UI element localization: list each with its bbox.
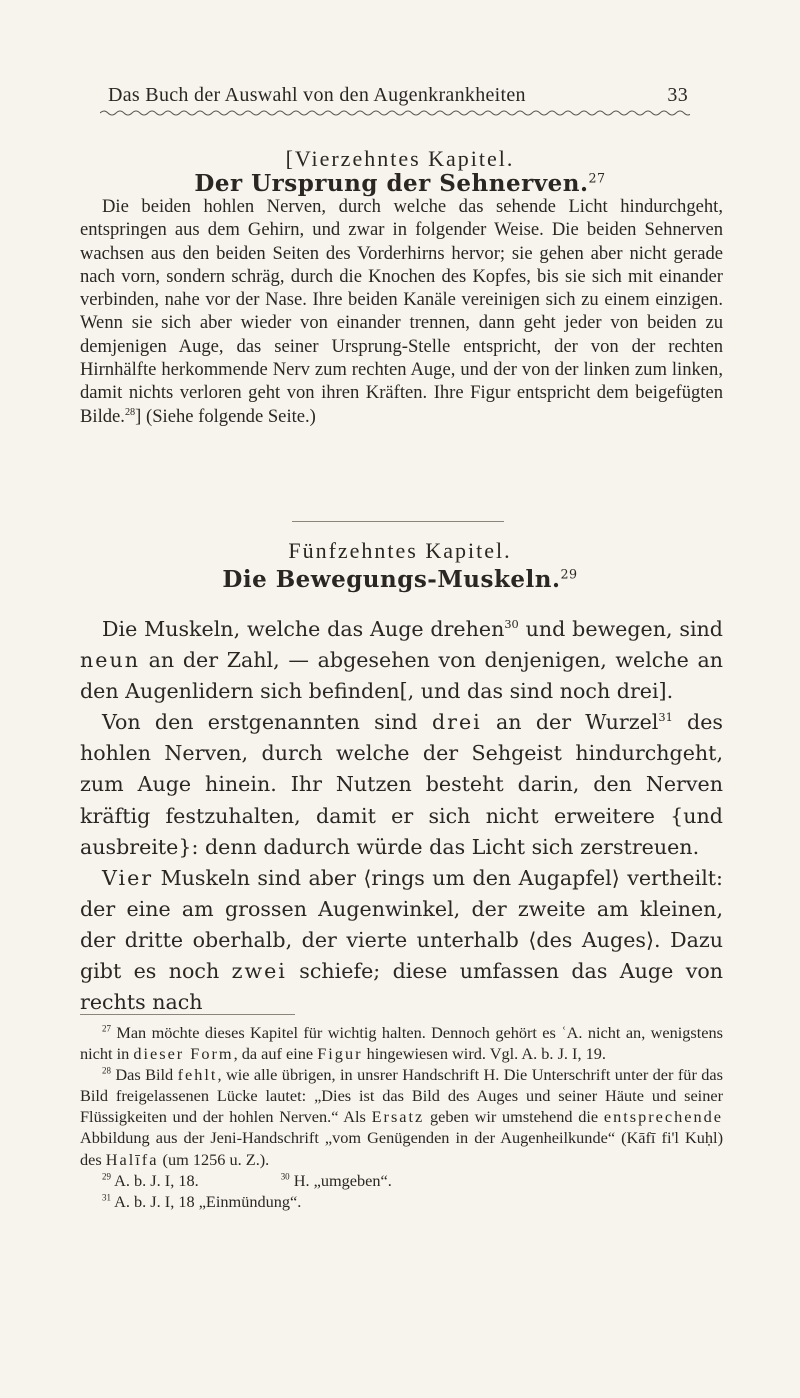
footnote-text: , wie alle übrigen, in unsrer Handschrift H. Die Unterschrift unter der für das Bild freigelassenen Lücke lautet: „Dies ist das Bild des Auges und seiner Häute und seiner Flüssigkeiten und der hohlen Nerven.“ Als — [80, 1065, 723, 1127]
footnotes-29-30 — [80, 1170, 723, 1191]
footnotes — [80, 1022, 723, 1212]
footnote-text: , da auf eine — [233, 1044, 318, 1064]
chapter-15-label: Fünfzehntes Kapitel. — [288, 538, 512, 563]
footnote-emphasis: Figur — [317, 1044, 363, 1064]
chapter-14-title — [0, 170, 800, 197]
chapter-15-subparagraph-2 — [80, 863, 723, 1018]
running-title: Das Buch der Auswahl von den Augenkrankheiten — [108, 84, 526, 106]
footnote-number: 31 — [102, 1192, 111, 1203]
footnote-emphasis: Ersatz — [371, 1107, 425, 1127]
footnote-28 — [80, 1064, 723, 1169]
footnote-ref-29: 29 — [560, 566, 578, 582]
chapter-14-label: [Vierzehntes Kapitel. — [285, 146, 515, 171]
footnote-number: 27 — [102, 1023, 111, 1034]
chapter-15-text-6: des hohlen Nerven, durch welche der Sehgeist hindurchgeht, zum Auge hinein. Ihr Nutzen besteht darin, den Nerven kräftig festzuhalten, damit er sich nicht erweitere {und ausbreite}: denn dadurch würde das Licht sich zerstreuen. — [80, 710, 723, 859]
footnote-29 — [80, 1170, 199, 1191]
footnote-emphasis: Halīfa — [105, 1149, 159, 1169]
chapter-15-text-4: Von den erstgenannten sind — [102, 710, 432, 735]
emphasis-drei: drei — [431, 710, 482, 735]
chapter-15-paragraph — [80, 614, 723, 1018]
footnote-30 — [259, 1170, 392, 1191]
chapter-15-text-7: Muskeln sind aber ⟨rings um den Augapfel⟩ vertheilt: der eine am grossen Augenwinkel, der zweite am kleinen, der dritte oberhalb, der vierte unterhalb ⟨des Auges⟩. Dazu gibt es noch — [80, 865, 723, 984]
footnote-text: Man möchte dieses Kapitel für wichtig halten. Dennoch gehört es ʿA. nicht an, wenigstens nicht in — [80, 1023, 723, 1064]
footnote-text: geben wir umstehend die — [424, 1107, 604, 1127]
chapter-14-text-end: ] (Siehe folgende Seite.) — [135, 405, 316, 427]
footnote-31 — [80, 1191, 723, 1212]
footnote-text: H. „umgeben“. — [289, 1170, 392, 1190]
footnote-text: Das Bild — [110, 1065, 178, 1085]
chapter-15-subparagraph-1 — [80, 707, 723, 862]
chapter-14-text: Die beiden hohlen Nerven, durch welche das sehende Licht hindurchgeht, entspringen aus dem Gehirn, und zwar in folgender Weise. Die beiden Sehnerven wachsen aus den beiden Seiten des Vorderhirns hervor; sie gehen aber nicht gerade nach vorn, sondern schräg, durch die Knochen des Kopfes, bis sie sich mit einander verbinden, nahe vor der Nase. Ihre beiden Kanäle vereinigen sich zu einem einzigen. Wenn sie sich aber wieder von einander trennen, dann geht jeder von beiden zu demjenigen Auge, das seiner Ursprung-Stelle entspricht, der von der rechten Hirnhälfte herkommende Nerv zum rechten Auge, und der von der linken zum linken, damit nichts verloren geht von ihren Kräften. Ihre Figur entspricht dem beigefügten Bilde. — [80, 196, 723, 427]
chapter-15-text-1: Die Muskeln, welche das Auge drehen — [102, 617, 505, 641]
footnote-ref-31: 31 — [658, 710, 673, 725]
footnote-ref-30: 30 — [504, 617, 519, 632]
emphasis-vier: Vier — [102, 865, 154, 890]
footnote-27 — [80, 1022, 723, 1064]
page-number: 33 — [667, 84, 688, 106]
footnote-text: A. b. J. I, 18. — [110, 1170, 199, 1190]
section-divider — [292, 521, 504, 522]
emphasis-zwei: zwei — [231, 959, 287, 984]
chapter-14-paragraph — [80, 195, 723, 428]
footnote-number: 29 — [102, 1171, 111, 1182]
chapter-15-text-5: an der Wurzel — [481, 710, 659, 735]
running-header — [108, 84, 688, 107]
chapter-15-text-2: und bewegen, sind — [518, 617, 723, 641]
chapter-15-title — [0, 566, 800, 593]
footnote-text: Abbildung aus der Jeni-Handschrift „vom Genügenden in der Augenheilkunde“ (Kāfī fi'l Kuḥl) des — [80, 1128, 723, 1169]
chapter-15-text-8: schiefe; diese umfassen das Auge von rechts nach — [80, 959, 723, 1015]
footnote-text: A. b. J. I, 18 „Einmündung“. — [110, 1191, 302, 1211]
footnote-ref-27: 27 — [588, 170, 606, 186]
chapter-15-title-text: Die Bewegungs-Muskeln. — [222, 566, 561, 593]
emphasis-neun: neun — [80, 648, 140, 673]
footnote-divider — [80, 1014, 295, 1015]
footnote-number: 30 — [280, 1171, 290, 1182]
footnote-emphasis: fehlt — [177, 1065, 218, 1085]
chapter-14-title-text: Der Ursprung der Sehnerven. — [194, 170, 589, 197]
chapter-15-text-3: an der Zahl, — abgesehen von denjenigen, welche an den Augenlidern sich befinden[, und das sind noch drei]. — [80, 648, 723, 704]
footnote-ref-28: 28 — [124, 406, 136, 418]
footnote-text: (um 1256 u. Z.). — [158, 1149, 270, 1169]
footnote-emphasis: dieser Form — [133, 1044, 234, 1064]
footnote-text: hingewiesen wird. Vgl. A. b. J. I, 19. — [362, 1044, 606, 1064]
footnote-number: 28 — [102, 1065, 111, 1076]
footnote-emphasis: entsprechende — [603, 1107, 723, 1127]
wavy-rule — [100, 108, 690, 118]
